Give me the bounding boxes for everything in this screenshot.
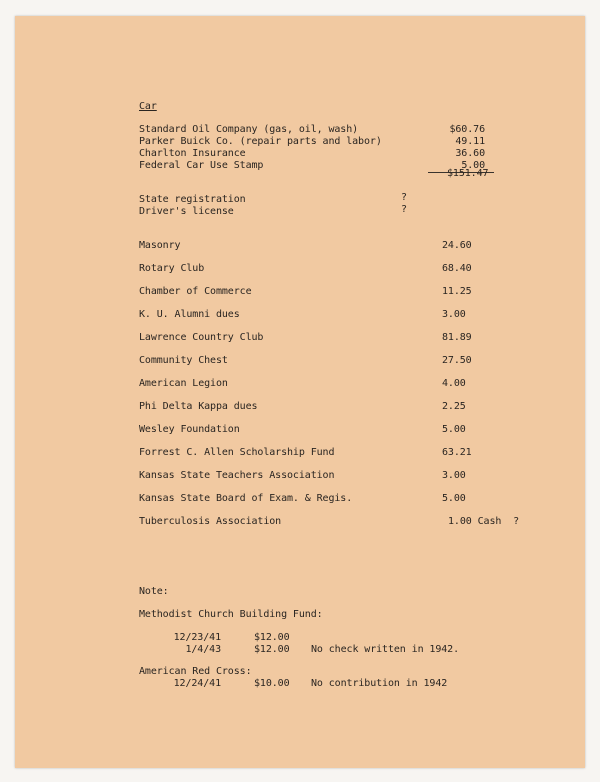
- entry-date: 12/23/41: [173, 632, 221, 643]
- expense-label: Kansas State Board of Exam. & Regis.: [139, 493, 353, 504]
- car-item-label: Federal Car Use Stamp: [139, 160, 264, 171]
- expense-amount: 2.25: [442, 401, 466, 412]
- expense-label: Community Chest: [139, 355, 228, 366]
- car-heading: Car: [139, 101, 157, 112]
- car-item-amount: 49.11: [455, 136, 485, 147]
- expense-amount: 5.00: [442, 424, 466, 435]
- registration-mark: ?: [401, 204, 407, 215]
- entry-date: 1/4/43: [185, 644, 221, 655]
- registration-label: Driver's license: [139, 206, 234, 217]
- expense-label: K. U. Alumni dues: [139, 309, 240, 320]
- car-item-amount: 36.60: [455, 148, 485, 159]
- church-fund-label: Methodist Church Building Fund:: [139, 609, 323, 620]
- expense-amount: 81.89: [442, 332, 472, 343]
- entry-amount: $10.00: [254, 678, 290, 689]
- expense-amount: 63.21: [442, 447, 472, 458]
- expense-label: Phi Delta Kappa dues: [139, 401, 258, 412]
- expense-label: Wesley Foundation: [139, 424, 240, 435]
- document-page: [15, 16, 585, 768]
- red-cross-label: American Red Cross:: [139, 666, 252, 677]
- car-item-label: Charlton Insurance: [139, 148, 246, 159]
- entry-remark: No check written in 1942.: [311, 644, 460, 655]
- expense-amount: 3.00: [442, 470, 466, 481]
- expense-label: Tuberculosis Association: [139, 516, 282, 527]
- car-item-amount: 5.00: [461, 160, 485, 171]
- entry-amount: $12.00: [254, 644, 290, 655]
- expense-label: American Legion: [139, 378, 228, 389]
- entry-date: 12/24/41: [173, 678, 221, 689]
- entry-remark: No contribution in 1942: [311, 678, 448, 689]
- car-item-label: Standard Oil Company (gas, oil, wash): [139, 124, 359, 135]
- car-item-label: Parker Buick Co. (repair parts and labor): [139, 136, 382, 147]
- expense-label: Masonry: [139, 240, 181, 251]
- expense-amount: 27.50: [442, 355, 472, 366]
- expense-label: Lawrence Country Club: [139, 332, 264, 343]
- car-item-amount: $60.76: [449, 124, 485, 135]
- expense-label: Chamber of Commerce: [139, 286, 252, 297]
- expense-amount: 11.25: [442, 286, 472, 297]
- registration-label: State registration: [139, 194, 246, 205]
- car-total: $151.47: [447, 168, 489, 179]
- expense-amount: 3.00: [442, 309, 466, 320]
- entry-amount: $12.00: [254, 632, 290, 643]
- registration-mark: ?: [401, 192, 407, 203]
- expense-label: Kansas State Teachers Association: [139, 470, 335, 481]
- expense-amount: 24.60: [442, 240, 472, 251]
- expense-label: Forrest C. Allen Scholarship Fund: [139, 447, 335, 458]
- note-heading: Note:: [139, 586, 169, 597]
- expense-amount: 5.00: [442, 493, 466, 504]
- expense-amount: 4.00: [442, 378, 466, 389]
- expense-amount: 68.40: [442, 263, 472, 274]
- expense-amount: 1.00 Cash ?: [448, 516, 520, 527]
- expense-label: Rotary Club: [139, 263, 205, 274]
